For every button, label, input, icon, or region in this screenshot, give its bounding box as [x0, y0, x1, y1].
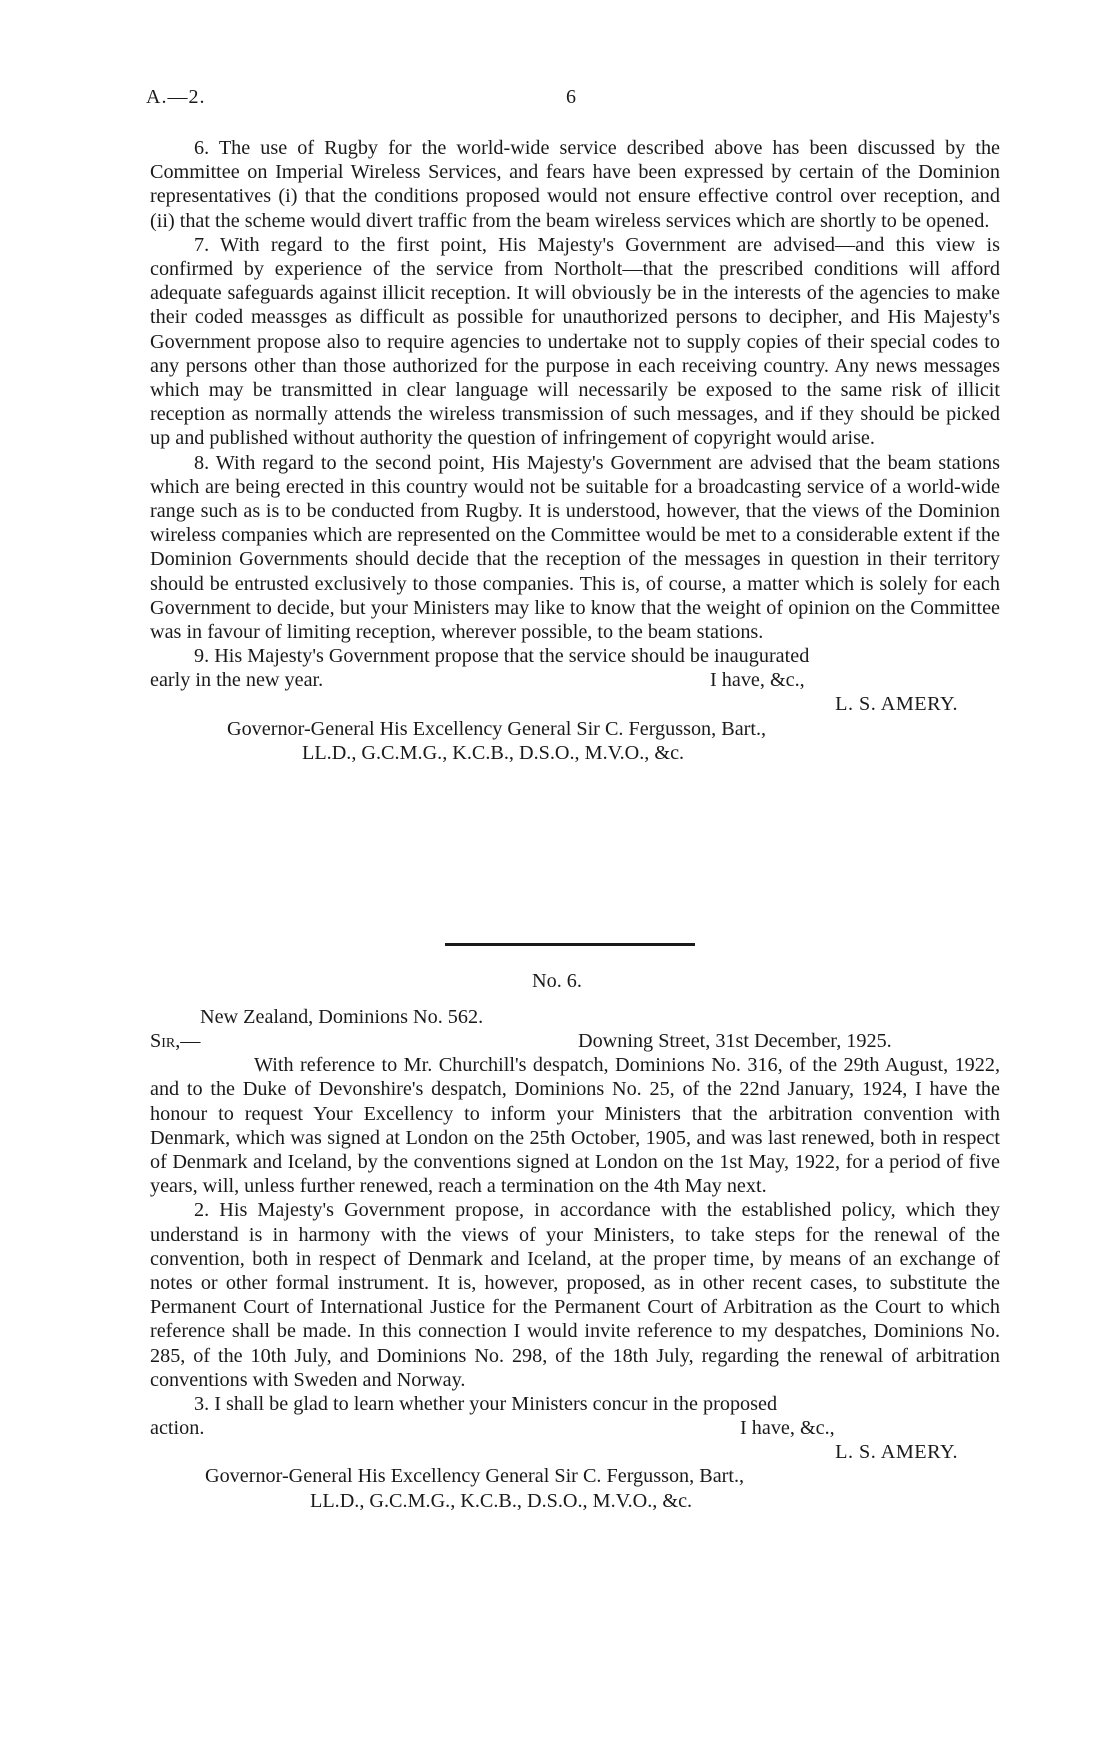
dispatch-5-paragraph-6: 6. The use of Rugby for the world-wide service described above has been discussed by the Committee on Imperial Wireless Services, and fears have been expressed by certain of the Dominion representatives (i) that the conditions proposed would not ensure effective control over reception, and (ii) that the scheme would divert traffic from the beam wireless services which are shortly to be opened. — [150, 137, 1000, 232]
closing-text: action. — [150, 1417, 205, 1440]
dispatch-6-closing — [150, 1416, 1000, 1440]
addressee-line-2: LL.D., G.C.M.G., K.C.B., D.S.O., M.V.O., &c. — [302, 741, 685, 764]
closing-text: early in the new year. — [150, 669, 324, 692]
addressee-line-1: Governor-General His Excellency General Sir C. Fergusson, Bart., — [205, 1465, 745, 1488]
dispatch-5-paragraph-7: 7. With regard to the first point, His Majesty's Government are advised—and this view is confirmed by experience of the service from Northolt—that the prescribed conditions will afford adequate safeguards against illicit reception. It will obviously be in the interests of the agencies to make their coded meassges as difficult as possible for unauthorized persons to decipher, and His Majesty's Government propose also to require agencies to undertake not to supply copies of their special codes to any persons other than those authorized for the purpose in each receiving country. Any news messages which may be transmitted in clear language will necessarily be exposed to the same risk of illicit reception as normally attends the wireless transmission of such messages, and if they should be picked up and published without authority the question of infringement of copyright would arise. — [150, 233, 1000, 450]
dispatch-6-signature: L. S. AMERY. — [835, 1441, 958, 1464]
page-header — [0, 86, 1114, 116]
addressee-line-2: LL.D., G.C.M.G., K.C.B., D.S.O., M.V.O., &c. — [310, 1489, 693, 1512]
dispatch-6-addressee — [150, 1464, 1000, 1512]
salutation: Sir,— — [150, 1030, 201, 1053]
dispatch-number: No. 6. — [532, 970, 582, 992]
dispatch-6-paragraph-3: 3. I shall be glad to learn whether your Ministers concur in the proposed — [194, 1393, 778, 1416]
dispatch-reference: New Zealand, Dominions No. 562. — [200, 1006, 484, 1028]
salutation-row — [150, 1029, 1000, 1053]
valediction: I have, &c., — [740, 1417, 835, 1440]
section-divider — [445, 943, 695, 946]
document-reference: A.—2. — [146, 86, 206, 108]
dispatch-6-body — [150, 1005, 1000, 1513]
page-number: 6 — [566, 86, 576, 108]
dispatch-6-paragraph-1: With reference to Mr. Churchill's despatch, Dominions No. 316, of the 29th August, 1922, and to the Duke of Devonshire's despatch, Dominions No. 25, of the 22nd January, 1924, I have the honour to request Your Excellency to inform your Ministers that the arbitration convention with Denmark, which was signed at London on the 25th October, 1905, and was last renewed, both in respect of Denmark and Iceland, by the conventions signed at London on the 1st May, 1922, for a period of five years, will, unless further renewed, reach a termination on the 4th May next. — [150, 1054, 1000, 1198]
dispatch-5-body — [150, 136, 1000, 765]
place-date: Downing Street, 31st December, 1925. — [578, 1030, 892, 1053]
dispatch-6-paragraph-2: 2. His Majesty's Government propose, in accordance with the established policy, which they understand is in harmony with the views of your Ministers, to take steps for the renewal of the convention, both in respect of Denmark and Iceland, at the proper time, by means of an exchange of notes or other formal instrument. It is, however, proposed, as in other recent cases, to substitute the Permanent Court of International Justice for the Permanent Court of Arbitration as the Court to which reference shall be made. In this connection I would invite reference to my despatches, Dominions No. 285, of the 10th July, and Dominions No. 298, of the 18th July, regarding the renewal of arbitration conventions with Sweden and Norway. — [150, 1199, 1000, 1391]
valediction: I have, &c., — [710, 669, 805, 692]
dispatch-5-closing — [150, 668, 1000, 692]
dispatch-5-paragraph-8: 8. With regard to the second point, His Majesty's Government are advised that the beam stations which are being erected in this country would not be suitable for a broadcasting service of a world-wide range such as is to be conducted from Rugby. It is understood, however, that the views of the Dominion wireless companies which are represented on the Committee would be met to a considerable extent if the Dominion Governments should decide that the reception of the messages in question in their territory should be entrusted exclusively to those companies. This is, of course, a matter which is solely for each Government to decide, but your Ministers may like to know that the weight of opinion on the Committee was in favour of limiting reception, wherever possible, to the beam stations. — [150, 451, 1000, 644]
addressee-line-1: Governor-General His Excellency General Sir C. Fergusson, Bart., — [227, 717, 767, 740]
dispatch-5-addressee — [150, 717, 1000, 765]
dispatch-5-signature: L. S. AMERY. — [835, 693, 958, 716]
dispatch-5-paragraph-9: 9. His Majesty's Government propose that the service should be inaugurated — [194, 645, 810, 668]
